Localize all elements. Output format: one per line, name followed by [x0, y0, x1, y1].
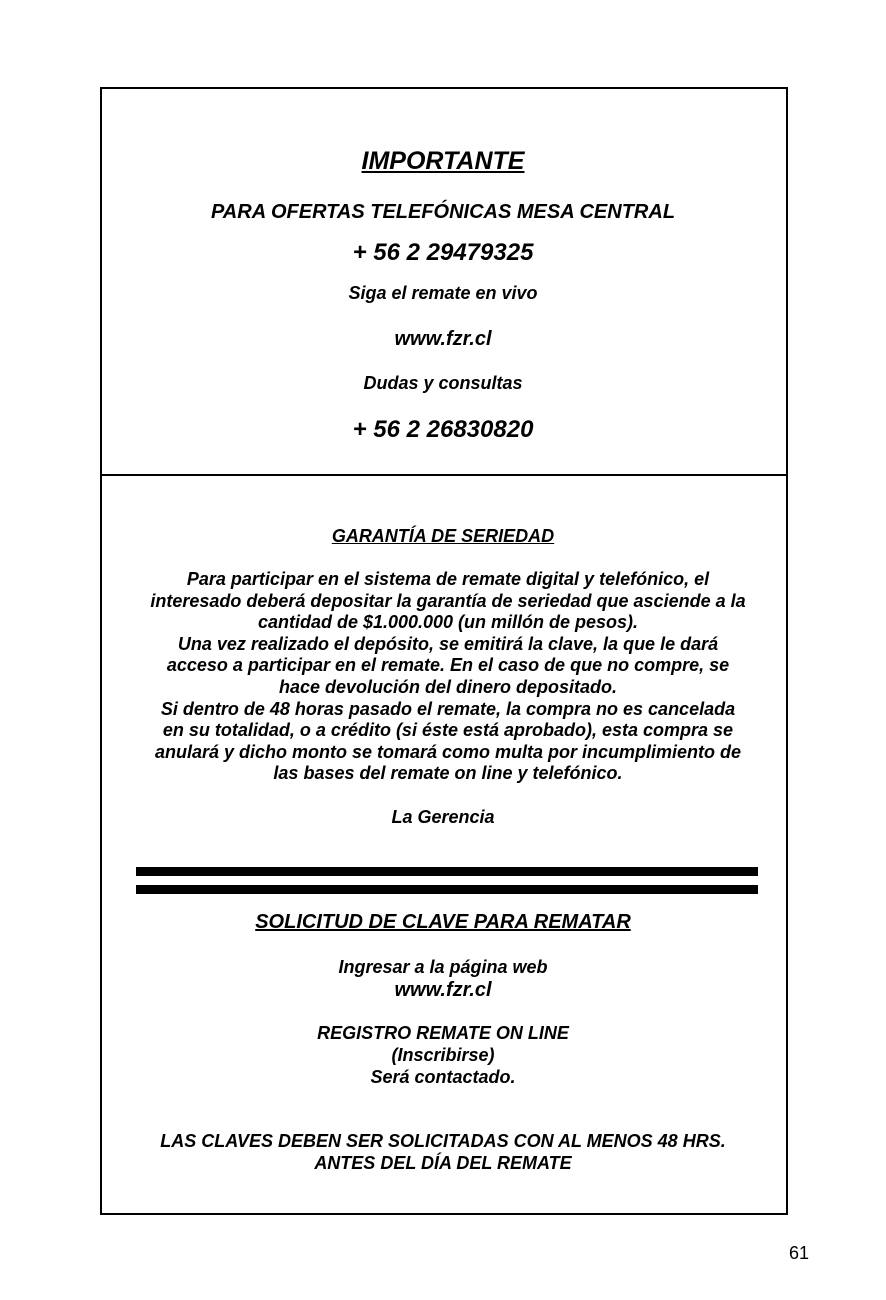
live-url: www.fzr.cl [394, 328, 492, 350]
garantia-line: las bases del remate on line y telefónico. [273, 763, 623, 784]
garantia-line: anulará y dicho monto se tomará como multa por incumplimiento de [154, 741, 742, 762]
contactado-label: Será contactado. [370, 1067, 516, 1087]
garantia-line: en su totalidad, o a crédito (si éste está aprobado), esta compra se [162, 720, 734, 741]
signature: La Gerencia [391, 807, 495, 827]
solicitud-title: SOLICITUD DE CLAVE PARA REMATAR [255, 911, 631, 933]
solicitud-url: www.fzr.cl [394, 979, 492, 1001]
garantia-body [130, 569, 766, 785]
garantia-line: cantidad de $1.000.000 (un millón de pesos). [257, 612, 639, 633]
questions-label: Dudas y consultas [363, 373, 523, 393]
divider-rule-bottom [136, 885, 758, 894]
warning-line-2: ANTES DEL DÍA DEL REMATE [314, 1153, 572, 1173]
garantia-line: Si dentro de 48 horas pasado el remate, la compra no es cancelada [160, 698, 736, 719]
inscribirse-label: (Inscribirse) [391, 1045, 495, 1065]
warning-line-1: LAS CLAVES DEBEN SER SOLICITADAS CON AL MENOS 48 HRS. [160, 1131, 726, 1151]
divider-rule-top [136, 867, 758, 876]
garantia-title: GARANTÍA DE SERIEDAD [331, 526, 555, 546]
garantia-line: acceso a participar en el remate. En el caso de que no compre, se [166, 655, 730, 676]
importante-title: IMPORTANTE [361, 147, 525, 175]
live-label: Siga el remate en vivo [348, 283, 538, 303]
page-number: 61 [789, 1243, 810, 1263]
phone-offers-number: + 56 2 29479325 [352, 239, 534, 266]
garantia-line: Para participar en el sistema de remate digital y telefónico, el [186, 569, 710, 589]
registro-label: REGISTRO REMATE ON LINE [317, 1023, 569, 1043]
garantia-line: interesado deberá depositar la garantía de seriedad que asciende a la [150, 590, 746, 611]
garantia-line: hace devolución del dinero depositado. [278, 676, 618, 697]
garantia-line: Una vez realizado el depósito, se emitirá la clave, la que le dará [177, 633, 719, 654]
questions-number: + 56 2 26830820 [352, 416, 534, 443]
phone-offers-label: PARA OFERTAS TELEFÓNICAS MESA CENTRAL [210, 201, 676, 223]
solicitud-instruction: Ingresar a la página web [338, 957, 548, 977]
